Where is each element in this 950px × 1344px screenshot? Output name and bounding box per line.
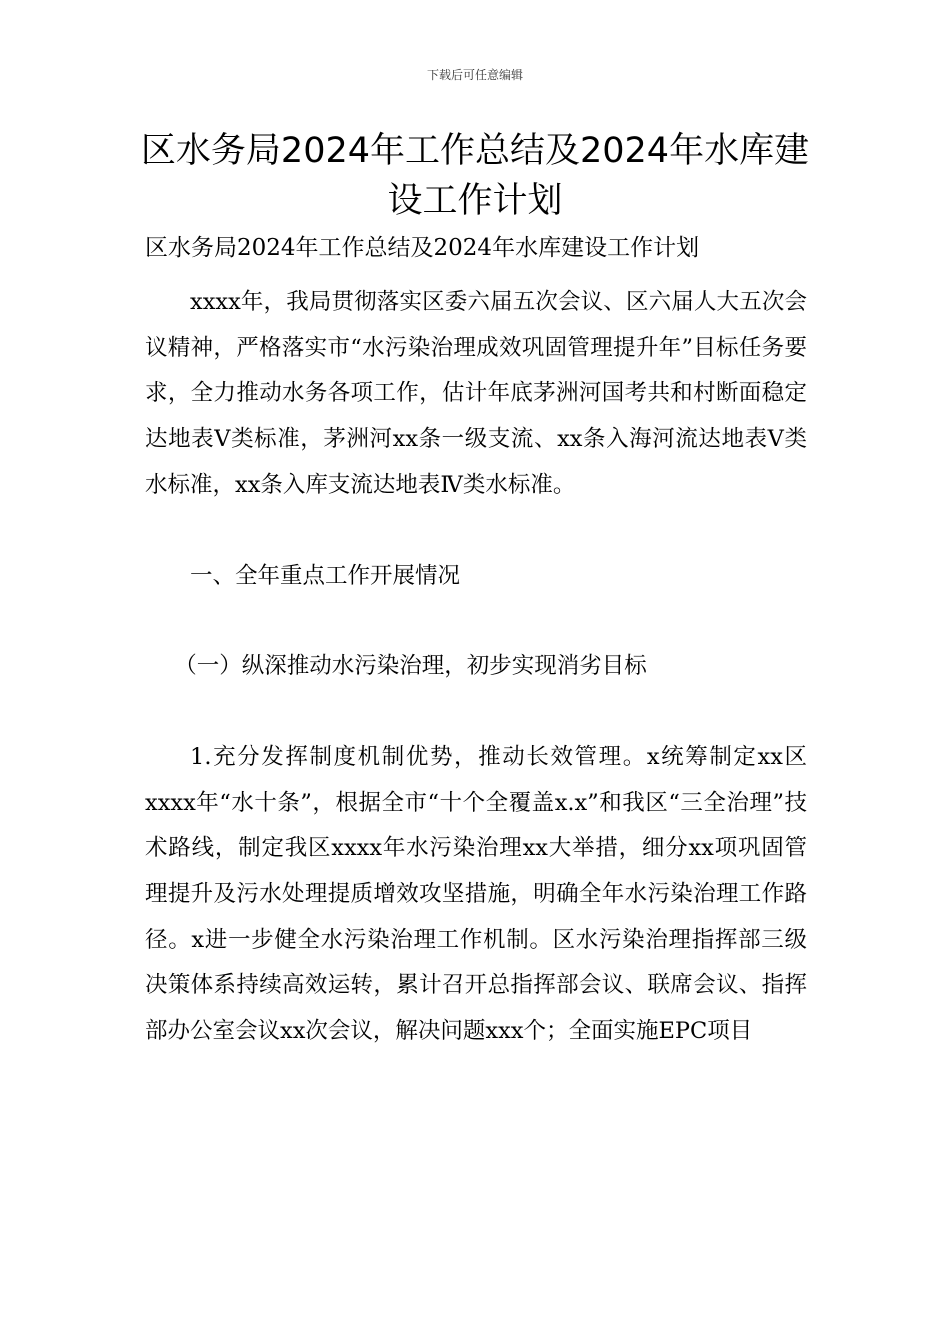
item-paragraph: 1.充分发挥制度机制优势，推动长效管理。x统筹制定xx区xxxx年“水十条”，根据全市“十个全覆盖x.x”和我区“三全治理”技术路线，制定我区xxxx年水污染治理xx大举措，细分xx项巩固管理提升及污水处理提质增效攻坚措施，明确全年水污染治理工作路径。x进一步健全水污染治理工作机制。区水污染治理指挥部三级决策体系持续高效运转，累计召开总指挥部会议、联席会议、指挥部办公室会议xx次会议，解决问题xxx个；全面实施EPC项目: [145, 743, 807, 1045]
document-body: [145, 280, 807, 1055]
subsection-heading: （一）纵深推动水污染治理，初步实现消劣目标: [174, 653, 647, 680]
document-title: 区水务局2024年工作总结及2024年水库建设工作计划: [140, 131, 810, 221]
document-subtitle: 区水务局2024年工作总结及2024年水库建设工作计划: [145, 235, 700, 261]
section-heading: 一、全年重点工作开展情况: [190, 562, 461, 589]
intro-paragraph: xxxx年，我局贯彻落实区委六届五次会议、区六届人大五次会议精神，严格落实市“水污染治理成效巩固管理提升年”目标任务要求，全力推动水务各项工作，估计年底茅洲河国考共和村断面稳定达地表Ⅴ类标准，茅洲河xx条一级支流、xx条入海河流达地表Ⅴ类水标准，xx条入库支流达地表Ⅳ类水标准。: [145, 289, 807, 498]
header-note: 下载后可任意编辑: [426, 68, 523, 82]
